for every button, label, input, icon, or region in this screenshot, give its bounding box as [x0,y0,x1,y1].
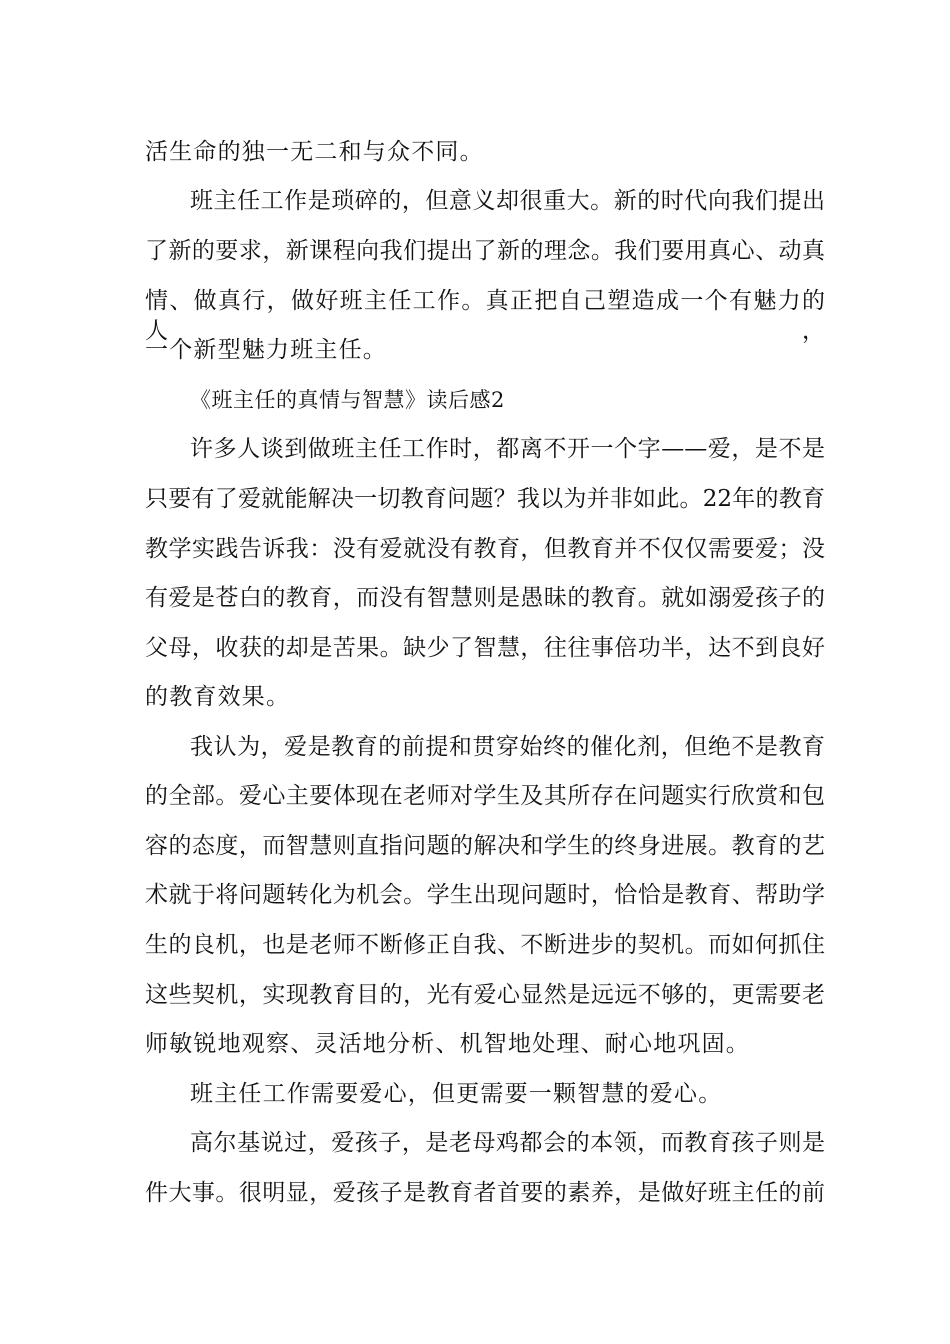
text-line: 容的态度，而智慧则直指问题的解决和学生的终身进展。教育的艺 [145,833,825,859]
text-line: 只要有了爱就能解决一切教育问题？我以为并非如此。22年的教育 [145,486,825,512]
text-line: 教学实践告诉我：没有爱就没有教育，但教育并不仅仅需要爱；没 [145,536,825,562]
paragraph-first-line: 班主任工作是琐碎的，但意义却很重大。新的时代向我们提出 [190,188,825,214]
text-line: 一个新型魅力班主任。 [145,337,387,363]
text-line: 父母，收获的却是苦果。缺少了智慧，往往事倍功半，达不到良好 [145,635,825,661]
paragraph-first-line: 许多人谈到做班主任工作时，都离不开一个字——爱，是不是 [190,436,825,462]
text-line: 的全部。爱心主要体现在老师对学生及其所存在问题实行欣赏和包 [145,783,825,809]
paragraph-first-line: 班主任工作需要爱心，但更需要一颗智慧的爱心。 [190,1081,723,1107]
text-line: 生的良机，也是老师不断修正自我、不断进步的契机。而如何抓住 [145,932,825,958]
section-heading: 《班主任的真情与智慧》读后感2 [190,388,505,412]
paragraph-first-line: 我认为，爱是教育的前提和贯穿始终的催化剂，但绝不是教育 [190,734,825,760]
text-line: 有爱是苍白的教育，而没有智慧则是愚昧的教育。就如溺爱孩子的 [145,585,825,611]
text-line: 了新的要求，新课程向我们提出了新的理念。我们要用真心、动真 [145,238,825,264]
text-line: 件大事。很明显，爱孩子是教育者首要的素养，是做好班主任的前 [145,1180,825,1206]
paragraph-first-line: 高尔基说过，爱孩子，是老母鸡都会的本领，而教育孩子则是 [190,1130,825,1156]
text-line: 情、做真行，做好班主任工作。真正把自己塑造成一个有魅力的人， [145,288,825,344]
text-line: 术就于将问题转化为机会。学生出现问题时，恰恰是教育、帮助学 [145,882,825,908]
text-line: 这些契机，实现教育目的，光有爱心显然是远远不够的，更需要老 [145,982,825,1008]
text-line: 的教育效果。 [145,684,291,710]
text-line: 师敏锐地观察、灵活地分析、机智地处理、耐心地巩固。 [145,1031,750,1057]
text-line: 活生命的独一无二和与众不同。 [145,139,484,165]
